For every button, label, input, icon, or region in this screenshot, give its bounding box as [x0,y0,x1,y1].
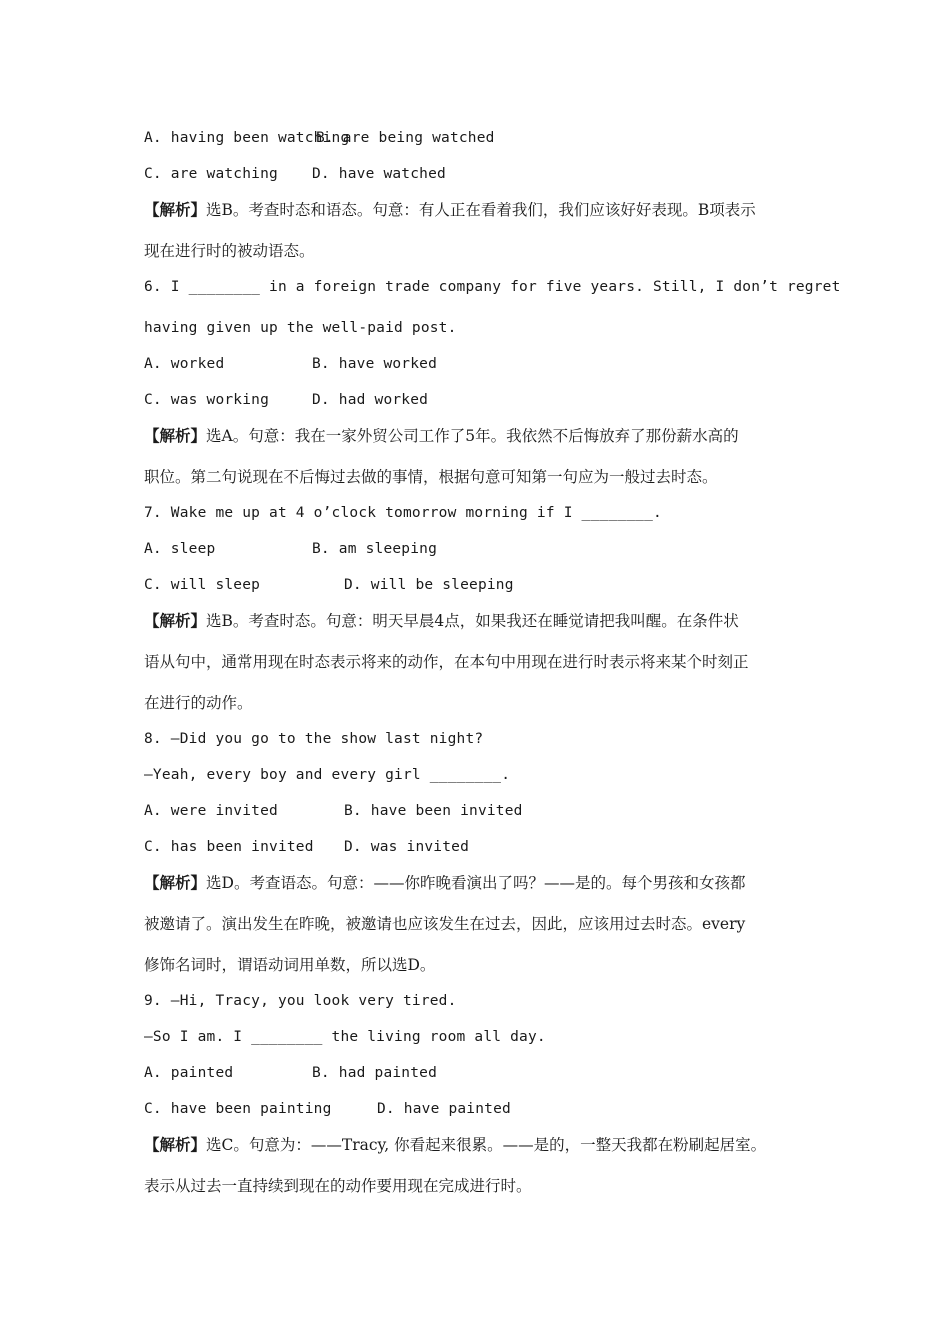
q6-option-b: B. have worked [312,356,438,372]
q8-option-a: A. were invited [144,803,278,819]
q6-stem-line2: having given up the well-paid post. [144,320,457,336]
q7-stem-line1: 7. Wake me up at 4 o’clock tomorrow morning if I ________. [144,505,662,521]
q9-analysis-line2: 表示从过去一直持续到现在的动作要用现在完成进行时。 [144,1177,532,1195]
q9-option-a: A. painted [144,1065,234,1081]
q6-analysis-line1 [144,426,739,446]
q5-analysis-line2: 现在进行时的被动语态。 [144,242,315,260]
q7-analysis-line3: 在进行的动作。 [144,694,253,712]
q8-analysis-line1 [144,873,745,893]
q8-option-b: B. have been invited [344,803,523,819]
q9-analysis-line1 [144,1135,766,1155]
q6-option-a: A. worked [144,356,225,372]
analysis-tag: 【解析】 [144,873,207,892]
analysis-text: 选C。句意为：——Tracy, 你看起来很累。——是的，一整天我都在粉刷起居室。 [206,1136,767,1154]
analysis-text: 选B。考查时态。句意：明天早晨4点，如果我还在睡觉请把我叫醒。在条件状 [206,612,739,630]
analysis-text: 选B。考查时态和语态。句意：有人正在看着我们，我们应该好好表现。B项表示 [206,201,756,219]
analysis-text: 选A。句意：我在一家外贸公司工作了5年。我依然不后悔放弃了那份薪水高的 [206,427,739,445]
q6-option-c: C. was working [144,392,270,408]
analysis-text: 选D。考查语态。句意：——你昨晚看演出了吗？——是的。每个男孩和女孩都 [206,874,746,892]
q9-option-d: D. have painted [377,1101,511,1117]
q7-option-d: D. will be sleeping [344,577,514,593]
analysis-tag: 【解析】 [144,611,207,630]
q8-analysis-line2: 被邀请了。演出发生在昨晚，被邀请也应该发生在过去，因此，应该用过去时态。every [144,915,746,933]
q9-stem-line2: —So I am. I ________ the living room all day. [144,1029,546,1045]
q7-option-b: B. am sleeping [312,541,438,557]
q7-option-a: A. sleep [144,541,216,557]
q8-option-c: C. has been invited [144,839,314,855]
q5-option-d: D. have watched [312,166,446,182]
q7-analysis-line2: 语从句中，通常用现在时态表示将来的动作，在本句中用现在进行时表示将来某个时刻正 [144,653,749,671]
q5-option-b: B. are being watched [316,130,495,146]
q7-analysis-line1 [144,611,739,631]
q8-stem-line1: 8. —Did you go to the show last night? [144,731,484,747]
q9-option-c: C. have been painting [144,1101,332,1117]
q7-option-c: C. will sleep [144,577,261,593]
q9-stem-line1: 9. —Hi, Tracy, you look very tired. [144,993,457,1009]
q6-analysis-line2: 职位。第二句说现在不后悔过去做的事情，根据句意可知第一句应为一般过去时态。 [144,468,718,486]
q8-option-d: D. was invited [344,839,470,855]
q8-stem-line2: —Yeah, every boy and every girl ________. [144,767,511,783]
q5-option-a: A. having been watching [144,130,350,146]
q5-option-c: C. are watching [144,166,278,182]
analysis-tag: 【解析】 [144,1135,207,1154]
q6-option-d: D. had worked [312,392,429,408]
q9-option-b: B. had painted [312,1065,438,1081]
analysis-tag: 【解析】 [144,200,207,219]
q6-stem-line1: 6. I ________ in a foreign trade company for five years. Still, I don’t regret [144,279,841,295]
q5-analysis-line1 [144,200,756,220]
analysis-tag: 【解析】 [144,426,207,445]
q8-analysis-line3: 修饰名词时，谓语动词用单数，所以选D。 [144,956,436,974]
